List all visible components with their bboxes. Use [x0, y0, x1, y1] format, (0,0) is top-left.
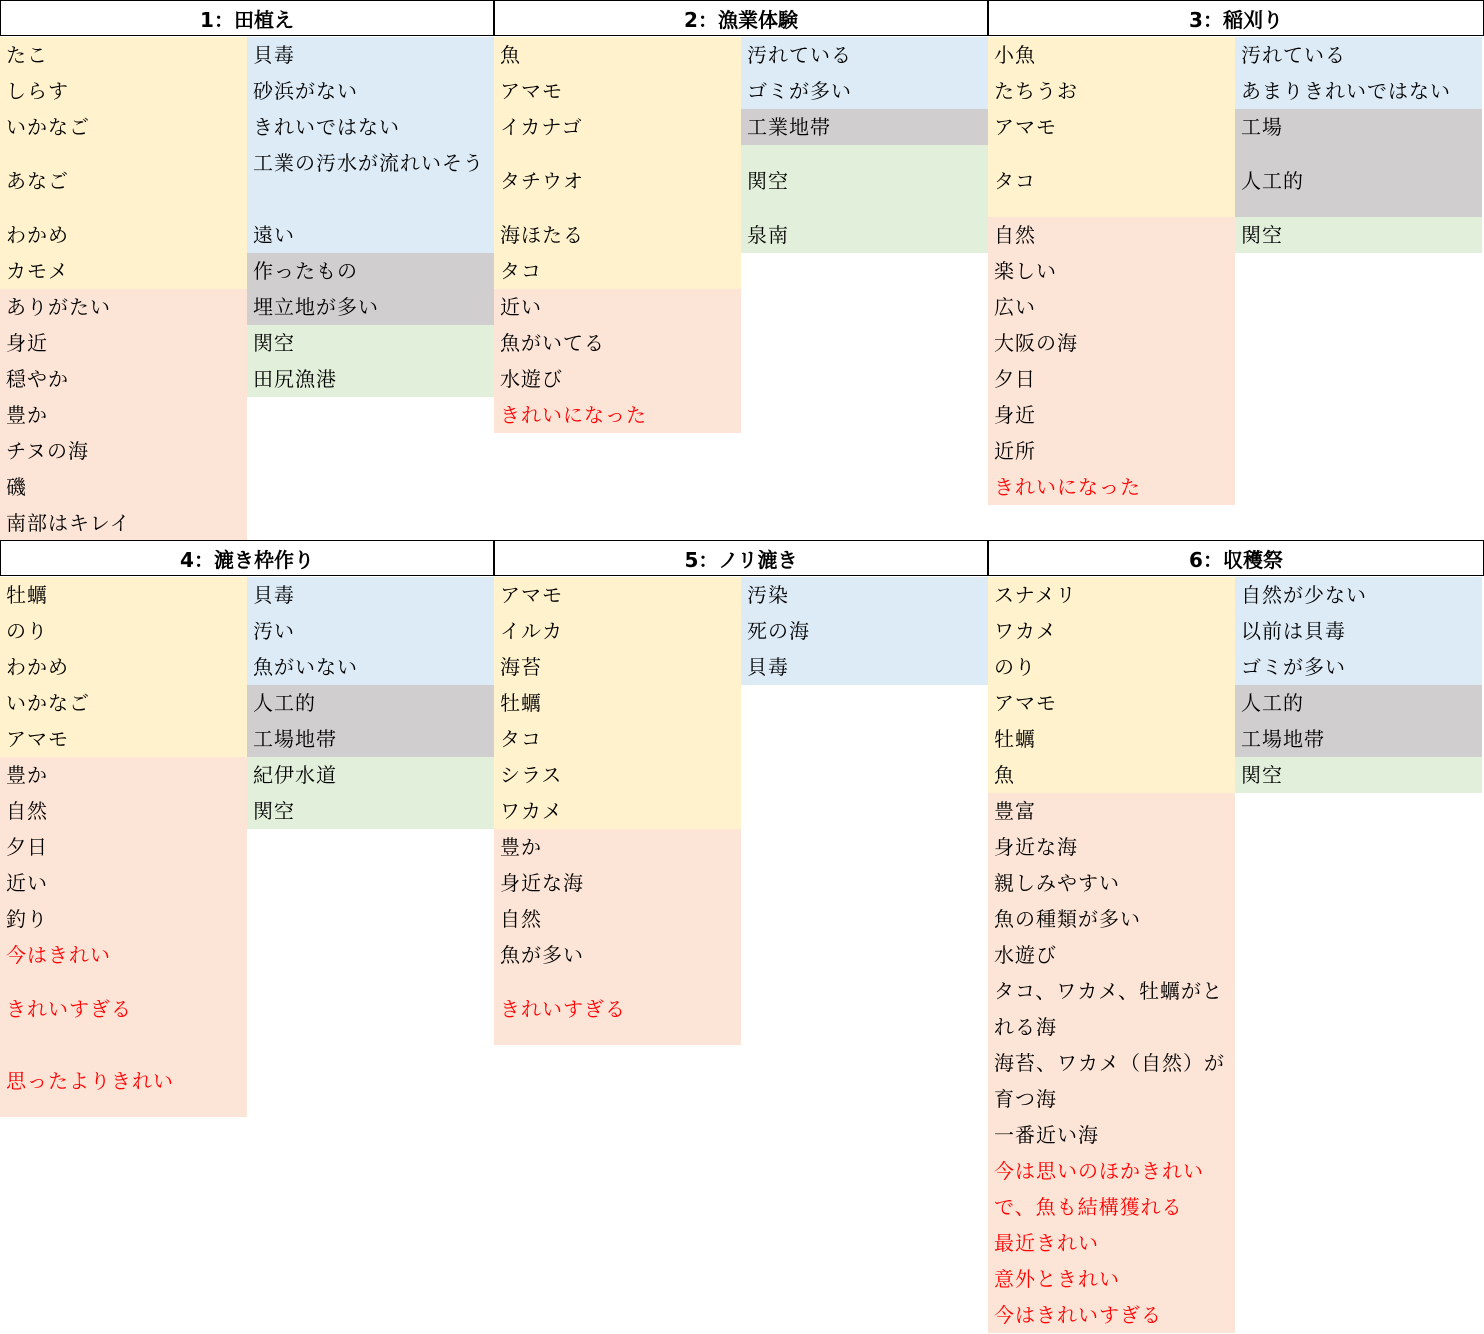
- word-cell: 夕日: [988, 361, 1235, 397]
- word-cell: 身近: [0, 325, 247, 361]
- word-cell: 最近きれい: [988, 1225, 1235, 1261]
- word-cell: 魚がいてる: [494, 325, 741, 361]
- word-cell: 人工的: [1235, 145, 1482, 217]
- word-cell: あなご: [0, 145, 247, 217]
- word-cell: 魚: [494, 37, 741, 73]
- activity-header: 1：田植え: [0, 0, 494, 36]
- activity-header: 4：漉き枠作り: [0, 540, 494, 576]
- header-row: [0, 0, 1484, 36]
- word-cell: アマモ: [988, 685, 1235, 721]
- word-cell: きれいすぎる: [0, 973, 247, 1045]
- word-cell: 穏やか: [0, 361, 247, 397]
- word-cell: ゴミが多い: [1235, 649, 1482, 685]
- word-cell: 汚染: [741, 577, 988, 613]
- word-cell: アマモ: [494, 73, 741, 109]
- word-cell: わかめ: [0, 217, 247, 253]
- word-cell: 貝毒: [741, 649, 988, 685]
- word-cell: 磯: [0, 469, 247, 505]
- word-cell: 工業の汚水が流れいそう: [247, 145, 494, 217]
- word-cell: ありがたい: [0, 289, 247, 325]
- word-cell: 近所: [988, 433, 1235, 469]
- word-cell: きれいになった: [494, 397, 741, 433]
- word-cell: 工場地帯: [247, 721, 494, 757]
- word-cell: 遠い: [247, 217, 494, 253]
- activity-header: 5：ノリ漉き: [494, 540, 988, 576]
- word-cell: たこ: [0, 37, 247, 73]
- word-cell: 泉南: [741, 217, 988, 253]
- word-cell: 関空: [741, 145, 988, 217]
- word-cell: 夕日: [0, 829, 247, 865]
- word-cell: 紀伊水道: [247, 757, 494, 793]
- word-cell: 関空: [1235, 217, 1482, 253]
- word-cell: アマモ: [494, 577, 741, 613]
- word-cell: 大阪の海: [988, 325, 1235, 361]
- word-cell: 自然: [0, 793, 247, 829]
- word-cell: 今はきれい: [0, 937, 247, 973]
- word-cell: 汚い: [247, 613, 494, 649]
- word-cell: 牡蠣: [988, 721, 1235, 757]
- word-cell: 魚の種類が多い: [988, 901, 1235, 937]
- positive-column: [0, 577, 247, 1117]
- activity-header: 6：収穫祭: [988, 540, 1484, 576]
- word-cell: 親しみやすい: [988, 865, 1235, 901]
- word-cell: タコ: [494, 721, 741, 757]
- word-cell: 埋立地が多い: [247, 289, 494, 325]
- word-cell: 南部はキレイ: [0, 505, 247, 541]
- word-cell: 関空: [247, 793, 494, 829]
- word-cell: 近い: [494, 289, 741, 325]
- word-cell: 貝毒: [247, 577, 494, 613]
- word-cell: 汚れている: [1235, 37, 1482, 73]
- word-cell: ゴミが多い: [741, 73, 988, 109]
- word-cell: 自然が少ない: [1235, 577, 1482, 613]
- word-cell: 身近な海: [988, 829, 1235, 865]
- word-cell: 死の海: [741, 613, 988, 649]
- word-cell: 自然: [494, 901, 741, 937]
- word-cell: ワカメ: [494, 793, 741, 829]
- word-cell: 豊富: [988, 793, 1235, 829]
- activity-header: 2：漁業体験: [494, 0, 988, 36]
- word-cell: 意外ときれい: [988, 1261, 1235, 1297]
- header-row: [0, 540, 1484, 576]
- word-cell: 海ほたる: [494, 217, 741, 253]
- word-cell: 魚が多い: [494, 937, 741, 973]
- word-cell: 作ったもの: [247, 253, 494, 289]
- word-cell: 楽しい: [988, 253, 1235, 289]
- word-cell: 豊か: [0, 757, 247, 793]
- word-cell: タコ: [494, 253, 741, 289]
- word-cell: 広い: [988, 289, 1235, 325]
- word-cell: チヌの海: [0, 433, 247, 469]
- word-cell: 砂浜がない: [247, 73, 494, 109]
- negative-column: [1235, 577, 1482, 793]
- word-cell: しらす: [0, 73, 247, 109]
- word-cell: イルカ: [494, 613, 741, 649]
- word-cell: のり: [0, 613, 247, 649]
- positive-column: [988, 577, 1235, 1333]
- word-cell: カモメ: [0, 253, 247, 289]
- word-cell: 牡蠣: [494, 685, 741, 721]
- word-cell: タコ: [988, 145, 1235, 217]
- word-cell: 人工的: [1235, 685, 1482, 721]
- word-cell: タチウオ: [494, 145, 741, 217]
- word-cell: 水遊び: [494, 361, 741, 397]
- word-cell: 以前は貝毒: [1235, 613, 1482, 649]
- word-cell: 魚がいない: [247, 649, 494, 685]
- activity-header: 3：稲刈り: [988, 0, 1484, 36]
- word-cell: 貝毒: [247, 37, 494, 73]
- word-cell: 田尻漁港: [247, 361, 494, 397]
- word-cell: 牡蠣: [0, 577, 247, 613]
- word-cell: 今は思いのほかきれいで、魚も結構獲れる: [988, 1153, 1235, 1225]
- word-cell: 小魚: [988, 37, 1235, 73]
- word-cell: のり: [988, 649, 1235, 685]
- word-cell: 魚: [988, 757, 1235, 793]
- word-cell: 近い: [0, 865, 247, 901]
- negative-column: [741, 37, 988, 253]
- word-cell: 関空: [247, 325, 494, 361]
- negative-column: [1235, 37, 1482, 253]
- word-cell: きれいすぎる: [494, 973, 741, 1045]
- word-cell: わかめ: [0, 649, 247, 685]
- word-cell: きれいではない: [247, 109, 494, 145]
- positive-column: [0, 37, 247, 541]
- negative-column: [741, 577, 988, 685]
- word-cell: 関空: [1235, 757, 1482, 793]
- word-cell: 自然: [988, 217, 1235, 253]
- word-cell: 身近な海: [494, 865, 741, 901]
- word-cell: 工業地帯: [741, 109, 988, 145]
- negative-column: [247, 577, 494, 829]
- word-cell: いかなご: [0, 685, 247, 721]
- word-cell: 海苔: [494, 649, 741, 685]
- word-cell: きれいになった: [988, 469, 1235, 505]
- word-cell: たちうお: [988, 73, 1235, 109]
- word-cell: タコ、ワカメ、牡蠣がとれる海: [988, 973, 1235, 1045]
- word-cell: 釣り: [0, 901, 247, 937]
- word-cell: 豊か: [0, 397, 247, 433]
- negative-column: [247, 37, 494, 397]
- word-cell: シラス: [494, 757, 741, 793]
- word-cell: ワカメ: [988, 613, 1235, 649]
- word-cell: スナメリ: [988, 577, 1235, 613]
- word-cell: 今はきれいすぎる: [988, 1297, 1235, 1333]
- word-cell: 海苔、ワカメ（自然）が育つ海: [988, 1045, 1235, 1117]
- word-cell: アマモ: [988, 109, 1235, 145]
- word-cell: 工場地帯: [1235, 721, 1482, 757]
- word-cell: 工場: [1235, 109, 1482, 145]
- word-cell: 思ったよりきれい: [0, 1045, 247, 1117]
- word-cell: 人工的: [247, 685, 494, 721]
- word-cell: 水遊び: [988, 937, 1235, 973]
- word-cell: 豊か: [494, 829, 741, 865]
- word-cell: イカナゴ: [494, 109, 741, 145]
- positive-column: [988, 37, 1235, 505]
- word-cell: あまりきれいではない: [1235, 73, 1482, 109]
- word-cell: アマモ: [0, 721, 247, 757]
- positive-column: [494, 37, 741, 433]
- word-cell: 一番近い海: [988, 1117, 1235, 1153]
- word-cell: いかなご: [0, 109, 247, 145]
- word-cell: 汚れている: [741, 37, 988, 73]
- positive-column: [494, 577, 741, 1045]
- word-cell: 身近: [988, 397, 1235, 433]
